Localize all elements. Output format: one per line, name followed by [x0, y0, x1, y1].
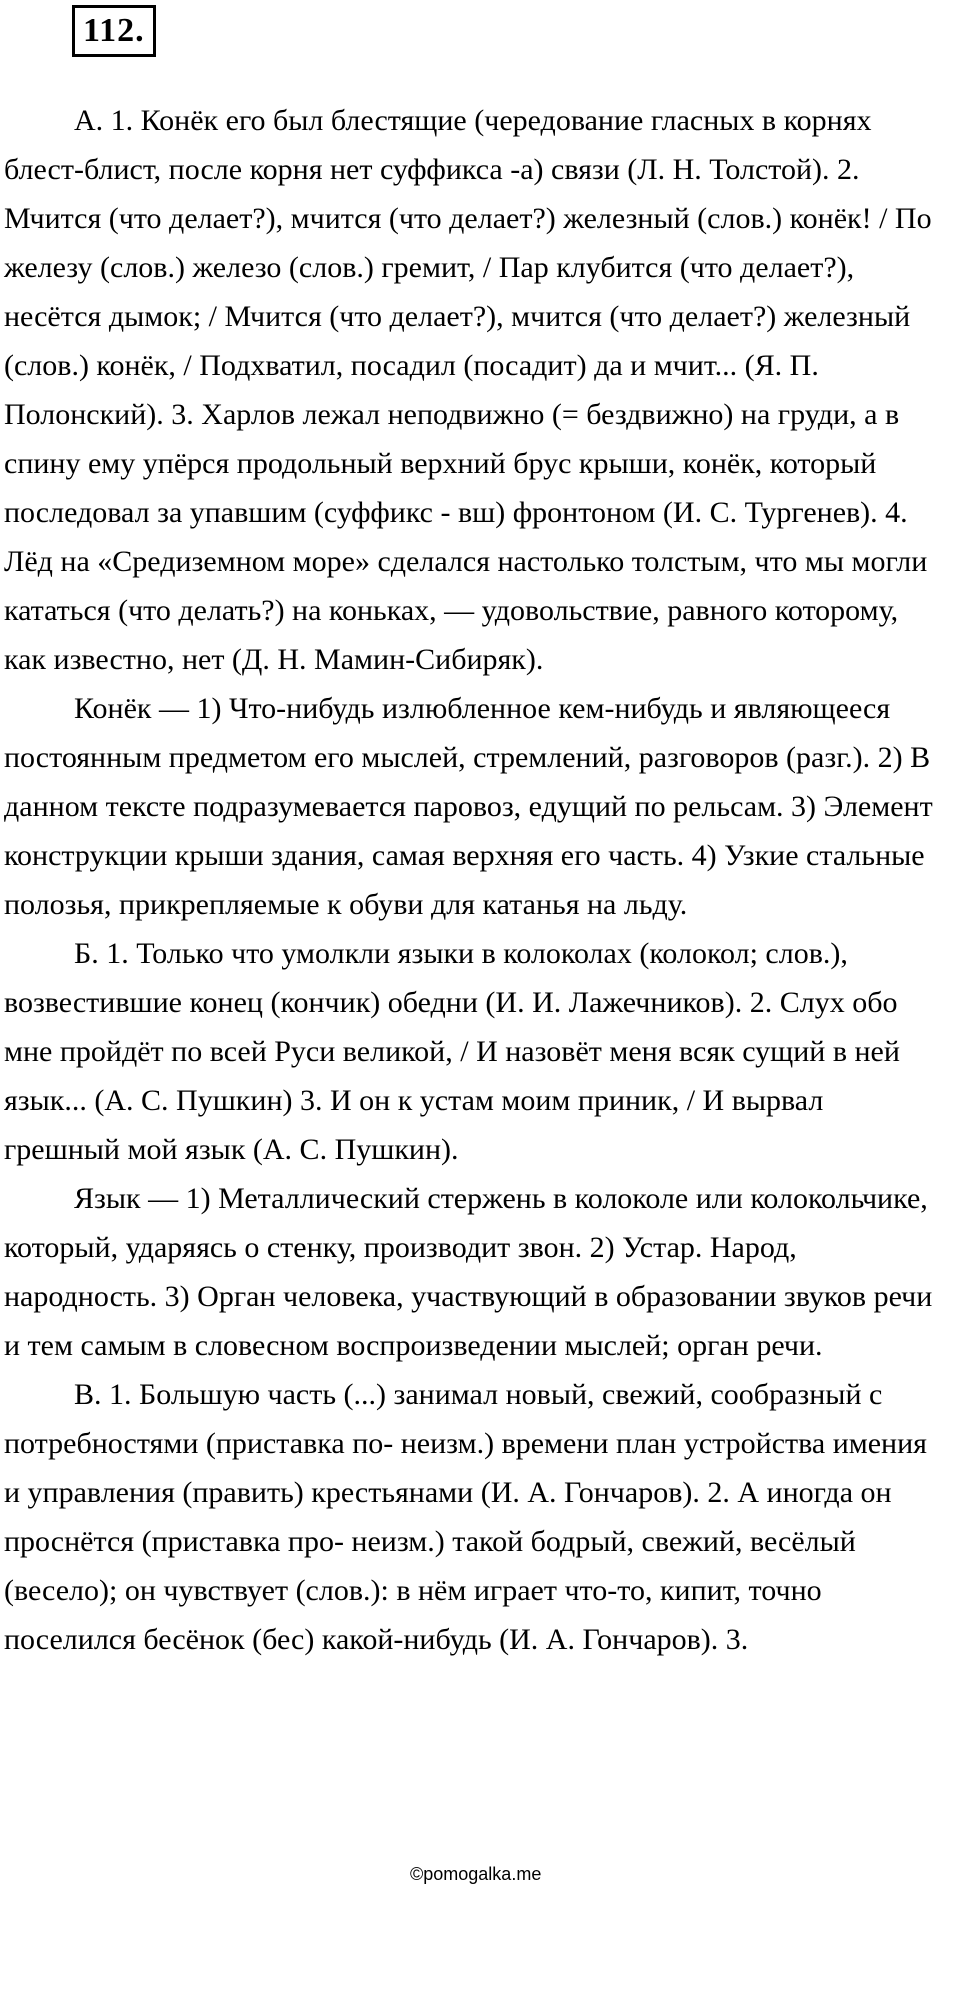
exercise-number: 112.: [72, 5, 156, 57]
paragraph-a: А. 1. Конёк его был блестящие (чередование гласных в корнях блест-блист, после корня нет суффикса -а) связи (Л. Н. Толстой). 2. Мчится (что делает?), мчится (что делает?) железный (слов.) конёк! / По железу (слов.) железо (слов.) гремит, / Пар клубится (что делает?), несётся дымок; / Мчится (что делает?), мчится (что делает?) железный (слов.) конёк, / Подхватил, посадил (посадит) да и мчит... (Я. П. Полонский). 3. Харлов лежал неподвижно (= бездвижно) на груди, а в спину ему упёрся продольный верхний брус крыши, конёк, который последовал за упавшим (суффикс - вш) фронтоном (И. С. Тургенев). 4. Лёд на «Средиземном море» сделался настолько толстым, что мы могли кататься (что делать?) на коньках, — удовольствие, равного которому, как известно, нет (Д. Н. Мамин-Сибиряк).: [4, 104, 932, 676]
paragraph-b: Б. 1. Только что умолкли языки в колоколах (колокол; слов.), возвестившие конец (кончик) обедни (И. И. Лажечников). 2. Слух обо мне пройдёт по всей Руси великой, / И назовёт меня всяк сущий в ней язык... (А. С. Пушкин) 3. И он к устам моим приник, / И вырвал грешный мой язык (А. С. Пушкин).: [4, 937, 900, 1166]
watermark: ©pomogalka.me: [410, 1864, 542, 1884]
paragraph-yazyk-definition: Язык — 1) Металлический стержень в колоколе или колокольчике, который, ударяясь о стенку, производит звон. 2) Устар. Народ, народность. 3) Орган человека, участвующий в образовании звуков речи и тем самым в словесном воспроизведении мыслей; орган речи.: [4, 1182, 933, 1362]
exercise-text: [4, 96, 944, 1664]
paragraph-v: В. 1. Большую часть (...) занимал новый, свежий, сообразный с потребностями (приставка по- неизм.) времени план устройства имения и управления (править) крестьянами (И. А. Гончаров). 2. А иногда он проснётся (приставка про- неизм.) такой бодрый, свежий, весёлый (весело); он чувствует (слов.): в нём играет что-то, кипит, точно поселился бесёнок (бес) какой-нибудь (И. А. Гончаров). 3.: [4, 1378, 927, 1656]
paragraph-konyok-definition: Конёк — 1) Что-нибудь излюбленное кем-нибудь и являющееся постоянным предметом его мыслей, стремлений, разговоров (разг.). 2) В данном тексте подразумевается паровоз, едущий по рельсам. 3) Элемент конструкции крыши здания, самая верхняя его часть. 4) Узкие стальные полозья, прикрепляемые к обуви для катанья на льду.: [4, 692, 933, 921]
